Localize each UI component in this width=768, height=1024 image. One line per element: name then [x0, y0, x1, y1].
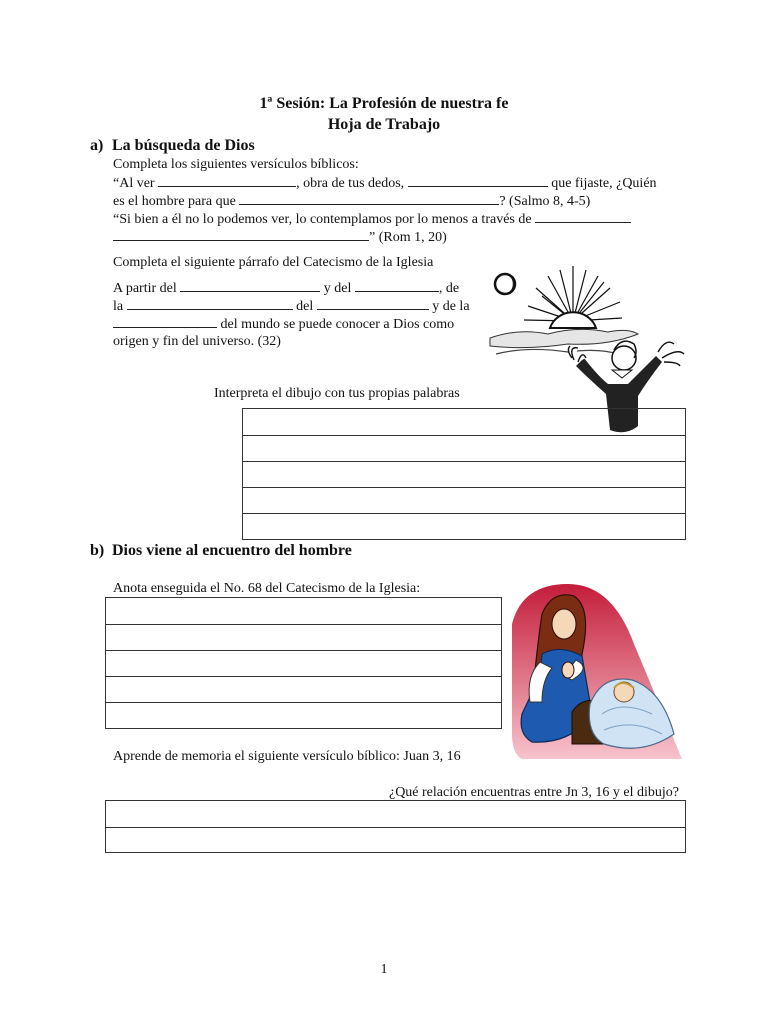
section-b-answer-box1: [105, 597, 502, 729]
section-a-letter: a): [90, 137, 104, 154]
para-blank1[interactable]: [180, 279, 320, 292]
verse2-blank1[interactable]: [535, 210, 631, 223]
verse1-blank1[interactable]: [158, 174, 296, 187]
answer-line[interactable]: [106, 827, 685, 853]
mary-and-child-illustration: [512, 584, 684, 762]
answer-line[interactable]: [106, 801, 685, 827]
answer-line[interactable]: [243, 513, 685, 539]
verse1-blank2[interactable]: [408, 174, 548, 187]
answer-line[interactable]: [106, 650, 501, 676]
answer-line[interactable]: [106, 702, 501, 728]
verse2-line1: “Si bien a él no lo podemos ver, lo contemplamos por lo menos a través de: [113, 210, 631, 229]
verse1-blank3[interactable]: [239, 192, 499, 205]
relation-question: ¿Qué relación encuentras entre Jn 3, 16 y el dibujo?: [388, 785, 679, 800]
section-a-instruction2: Completa el siguiente párrafo del Catecismo de la Iglesia: [113, 255, 434, 270]
verse2-line2: ” (Rom 1, 20): [113, 228, 447, 247]
section-a-title: La búsqueda de Dios: [112, 137, 255, 154]
section-b-answer-box2: [105, 800, 686, 853]
catechism-para-line2: la del y de la: [113, 299, 470, 314]
verse1-line1: “Al ver , obra de tus dedos, que fijaste, ¿Quién: [113, 176, 657, 191]
section-a-answer-box: [242, 408, 686, 540]
answer-line[interactable]: [106, 598, 501, 624]
section-a-instruction1: Completa los siguientes versículos bíblicos:: [113, 157, 359, 172]
catechism-para-line3: del mundo se puede conocer a Dios como: [113, 315, 454, 334]
section-b-heading: [90, 542, 352, 560]
para-blank4[interactable]: [317, 297, 429, 310]
catechism-para-line4: origen y fin del universo. (32): [113, 334, 281, 349]
worksheet-title: 1ª Sesión: La Profesión de nuestra fe: [259, 95, 509, 112]
interpret-label: Interpreta el dibujo con tus propias palabras: [214, 386, 460, 401]
answer-line[interactable]: [243, 435, 685, 461]
section-b-instruction1: Anota enseguida el No. 68 del Catecismo de la Iglesia:: [113, 581, 421, 596]
para-blank5[interactable]: [113, 315, 217, 328]
para-blank3[interactable]: [127, 297, 293, 310]
section-b-title: Dios viene al encuentro del hombre: [112, 542, 352, 559]
page-number: 1: [380, 962, 388, 977]
worksheet-subtitle: Hoja de Trabajo: [327, 116, 441, 133]
verse2-blank2[interactable]: [113, 228, 369, 241]
answer-line[interactable]: [243, 461, 685, 487]
section-b-instruction2: Aprende de memoria el siguiente versículo bíblico: Juan 3, 16: [113, 749, 461, 764]
para-blank2[interactable]: [355, 279, 439, 292]
catechism-para-line1: A partir del y del , de: [113, 281, 460, 296]
verse1-line2: es el hombre para que ? (Salmo 8, 4-5): [113, 194, 591, 209]
answer-line[interactable]: [106, 624, 501, 650]
answer-line[interactable]: [243, 409, 685, 435]
answer-line[interactable]: [106, 676, 501, 702]
section-a-heading: [90, 137, 255, 155]
section-b-letter: b): [90, 542, 105, 559]
answer-line[interactable]: [243, 487, 685, 513]
